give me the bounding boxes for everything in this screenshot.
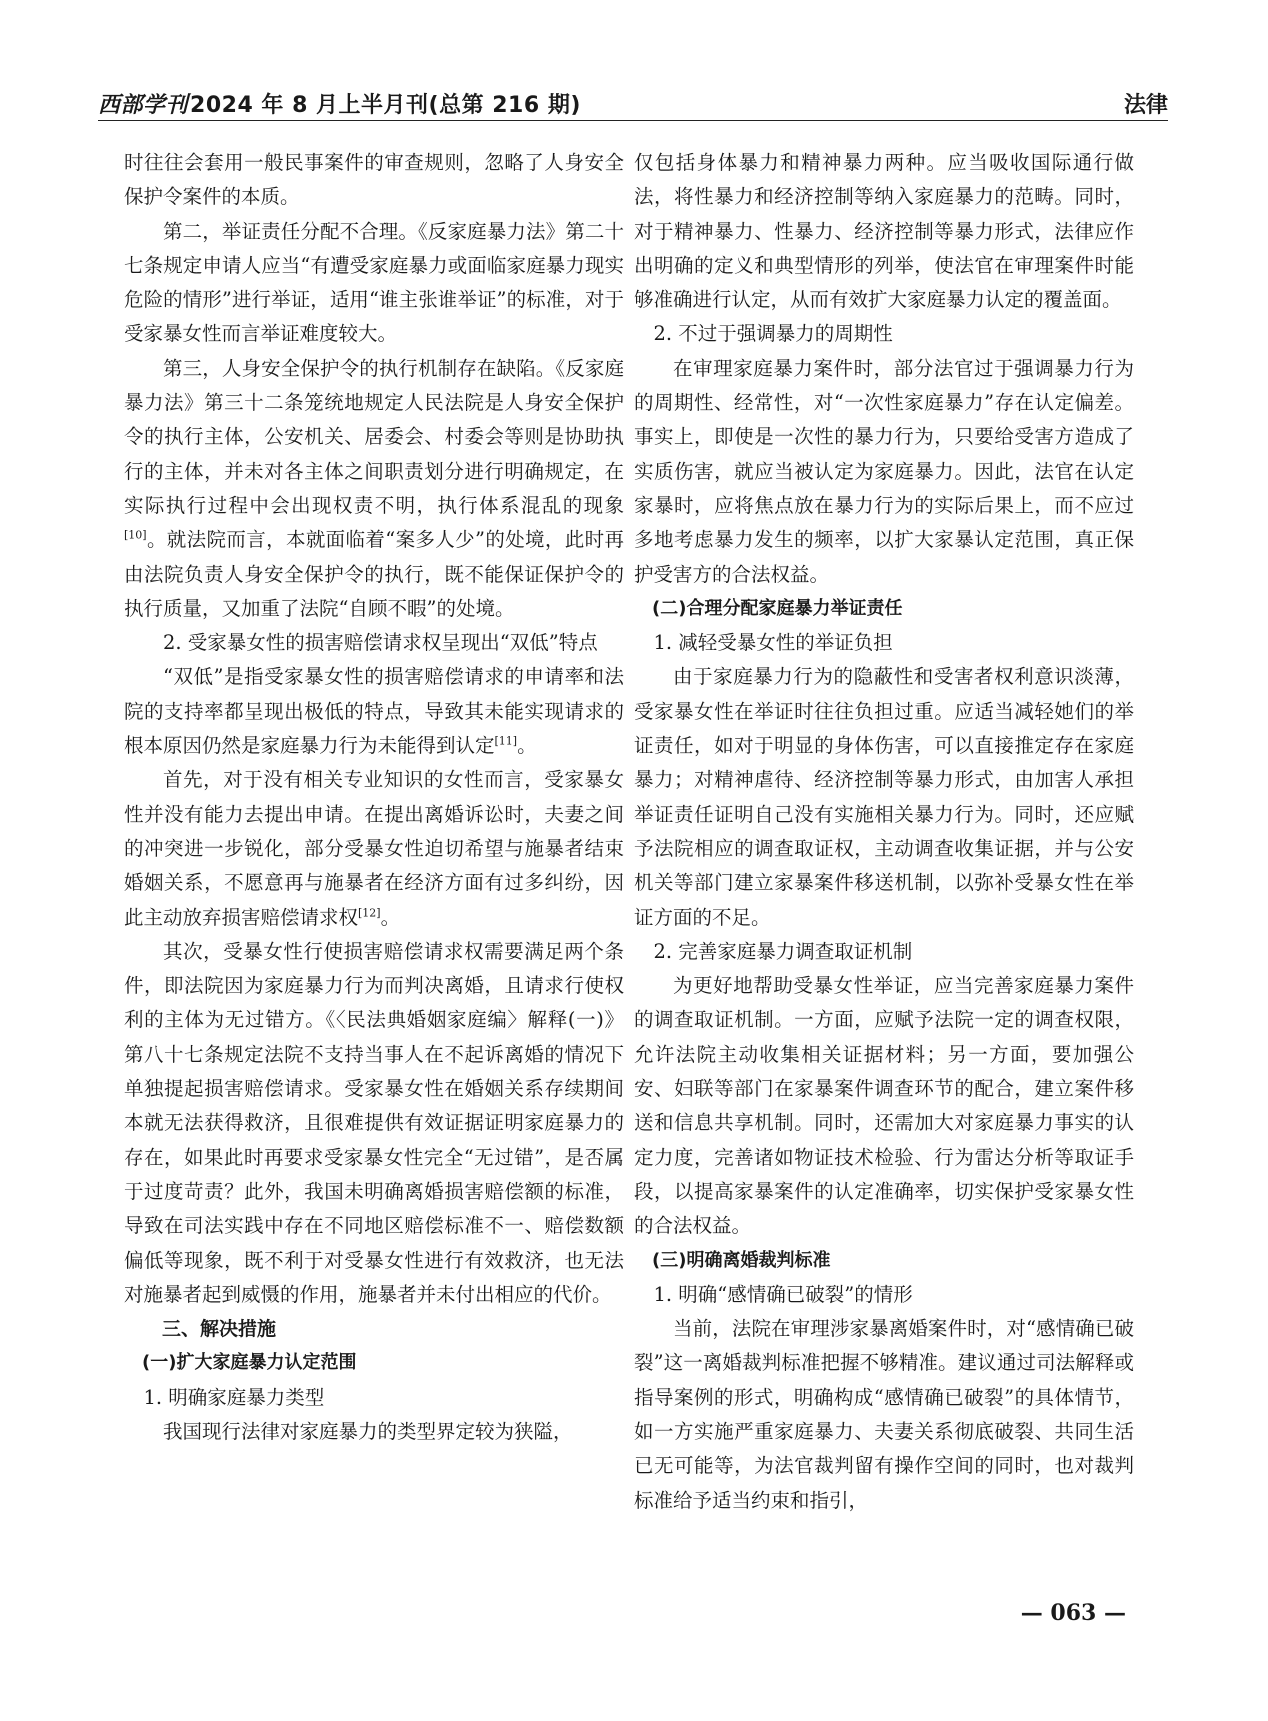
- running-header: [98, 86, 1168, 126]
- paragraph-text: 。: [380, 905, 401, 929]
- paragraph: 为更好地帮助受暴女性举证，应当完善家庭暴力案件的调查取证机制。一方面，应赋予法院一定的调查权限，允许法院主动收集相关证据材料；另一方面，要加强公安、妇联等部门在家暴案件调查环节的配合，建立案件移送和信息共享机制。同时，还需加大对家庭暴力事实的认定力度，完善诸如物证技术检验、行为雷达分析等取证手段，以提高家暴案件的认定准确率，切实保护受家暴女性的合法权益。: [634, 974, 1134, 1238]
- subsection-heading: 2. 受家暴女性的损害赔偿请求权呈现出“双低”特点: [163, 631, 598, 655]
- paragraph: [124, 352, 624, 626]
- page-number: — 063 —: [1020, 1600, 1126, 1626]
- paragraph-text: “双低”是指受家暴女性的损害赔偿请求的申请率和法院的支持率都呈现出极低的特点，导致其未能实现请求的根本原因仍然是家庭暴力行为未能得到认定: [124, 665, 624, 758]
- paragraph: 在审理家庭暴力案件时，部分法官过于强调暴力行为的周期性、经常性，对“一次性家庭暴力”存在认定偏差。事实上，即使是一次性的暴力行为，只要给受害方造成了实质伤害，就应当被认定为家庭暴力。因此，法官在认定家暴时，应将焦点放在暴力行为的实际后果上，而不应过多地考虑暴力发生的频率，以扩大家暴认定范围，真正保护受害方的合法权益。: [634, 356, 1134, 586]
- citation-ref: [10]: [124, 528, 147, 542]
- paragraph: 仅包括身体暴力和精神暴力两种。应当吸收国际通行做法，将性暴力和经济控制等纳入家庭暴力的范畴。同时，对于精神暴力、性暴力、经济控制等暴力形式，法律应作出明确的定义和典型情形的列举，使法官在审理案件时能够准确进行认定，从而有效扩大家庭暴力认定的覆盖面。: [634, 151, 1134, 312]
- item-heading: 1. 减轻受暴女性的举证负担: [653, 631, 893, 655]
- paragraph-text: 。: [517, 734, 537, 758]
- citation-ref: [11]: [494, 734, 518, 748]
- paragraph: 时往往会套用一般民事案件的审查规则，忽略了人身安全保护令案件的本质。: [124, 151, 624, 209]
- paragraph: 第二，举证责任分配不合理。《反家庭暴力法》第二十七条规定申请人应当“有遭受家庭暴力或面临家庭暴力现实危险的情形”进行举证，适用“谁主张谁举证”的标准，对于受家暴女性而言举证难度较大。: [124, 219, 624, 346]
- item-heading: 2. 完善家庭暴力调查取证机制: [653, 939, 913, 963]
- item-heading: 1. 明确“感情确已破裂”的情形: [653, 1282, 913, 1306]
- paragraph-text: 第三，人身安全保护令的执行机制存在缺陷。《反家庭暴力法》第三十二条笼统地规定人民法院是人身安全保护令的执行主体，公安机关、居委会、村委会等则是协助执行的主体，并未对各主体之间职责划分进行明确规定，在实际执行过程中会出现权责不明，执行体系混乱的现象: [124, 356, 624, 517]
- paragraph: 由于家庭暴力行为的隐蔽性和受害者权利意识淡薄，受家暴女性在举证时往往负担过重。应适当减轻她们的举证责任，如对于明显的身体伤害，可以直接推定存在家庭暴力；对精神虐待、经济控制等暴力形式，由加害人承担举证责任证明自己没有实施相关暴力行为。同时，还应赋予法院相应的调查取证权，主动调查收集证据，并与公安机关等部门建立家暴案件移送机制，以弥补受暴女性在举证方面的不足。: [634, 665, 1134, 929]
- subsection-heading: (一)扩大家庭暴力认定范围: [142, 1352, 357, 1374]
- subsection-heading: (三)明确离婚裁判标准: [652, 1249, 831, 1271]
- paragraph: 当前，法院在审理涉家暴离婚案件时，对“感情确已破裂”这一离婚裁判标准把握不够精准。建议通过司法解释或指导案例的形式，明确构成“感情确已破裂”的具体情节，如一方实施严重家庭暴力、夫妻关系彻底破裂、共同生活已无可能等，为法官裁判留有操作空间的同时，也对裁判标准给予适当约束和指引，: [634, 1317, 1134, 1512]
- issue-info: 2024 年 8 月上半月刊(总第 216 期): [190, 93, 581, 118]
- item-heading: 2. 不过于强调暴力的周期性: [653, 322, 893, 346]
- journal-title: [98, 88, 581, 119]
- paragraph: 其次，受暴女性行使损害赔偿请求权需要满足两个条件，即法院因为家庭暴力行为而判决离婚，且请求行使权利的主体为无过错方。《〈民法典婚姻家庭编〉解释(一)》第八十七条规定法院不支持当事人在不起诉离婚的情况下单独提起损害赔偿请求。受家暴女性在婚姻关系存续期间本就无法获得救济，且很难提供有效证据证明家庭暴力的存在，如果此时再要求受家暴女性完全“无过错”，是否属于过度苛责？此外，我国未明确离婚损害赔偿额的标准，导致在司法实践中存在不同地区赔偿标准不一、赔偿数额偏低等现象，既不利于对受暴女性进行有效救济，也无法对施暴者起到威慑的作用，施暴者并未付出相应的代价。: [124, 939, 624, 1306]
- right-column: [634, 146, 1134, 1518]
- item-heading: 1. 明确家庭暴力类型: [143, 1385, 325, 1409]
- journal-logo: 西部学刊: [98, 92, 189, 118]
- paragraph: [124, 763, 624, 934]
- header-rule: [98, 120, 1168, 121]
- left-column: [124, 146, 624, 1449]
- paragraph: 我国现行法律对家庭暴力的类型界定较为狭隘，: [163, 1419, 573, 1443]
- paragraph-text: 首先，对于没有相关专业知识的女性而言，受家暴女性并没有能力去提出申请。在提出离婚诉讼时，夫妻之间的冲突进一步锐化，部分受暴女性迫切希望与施暴者结束婚姻关系，不愿意再与施暴者在经济方面有过多纠纷，因此主动放弃损害赔偿请求权: [124, 768, 624, 929]
- section-heading: 三、解决措施: [162, 1318, 277, 1341]
- section-label: 法律: [1123, 93, 1168, 118]
- paragraph-text: 。就法院而言，本就面临着“案多人少”的处境，此时再由法院负责人身安全保护令的执行，既不能保证保护令的执行质量，又加重了法院“自顾不暇”的处境。: [124, 528, 624, 620]
- subsection-heading: (二)合理分配家庭暴力举证责任: [652, 597, 903, 619]
- paragraph: [124, 660, 624, 763]
- citation-ref: [12]: [358, 905, 381, 919]
